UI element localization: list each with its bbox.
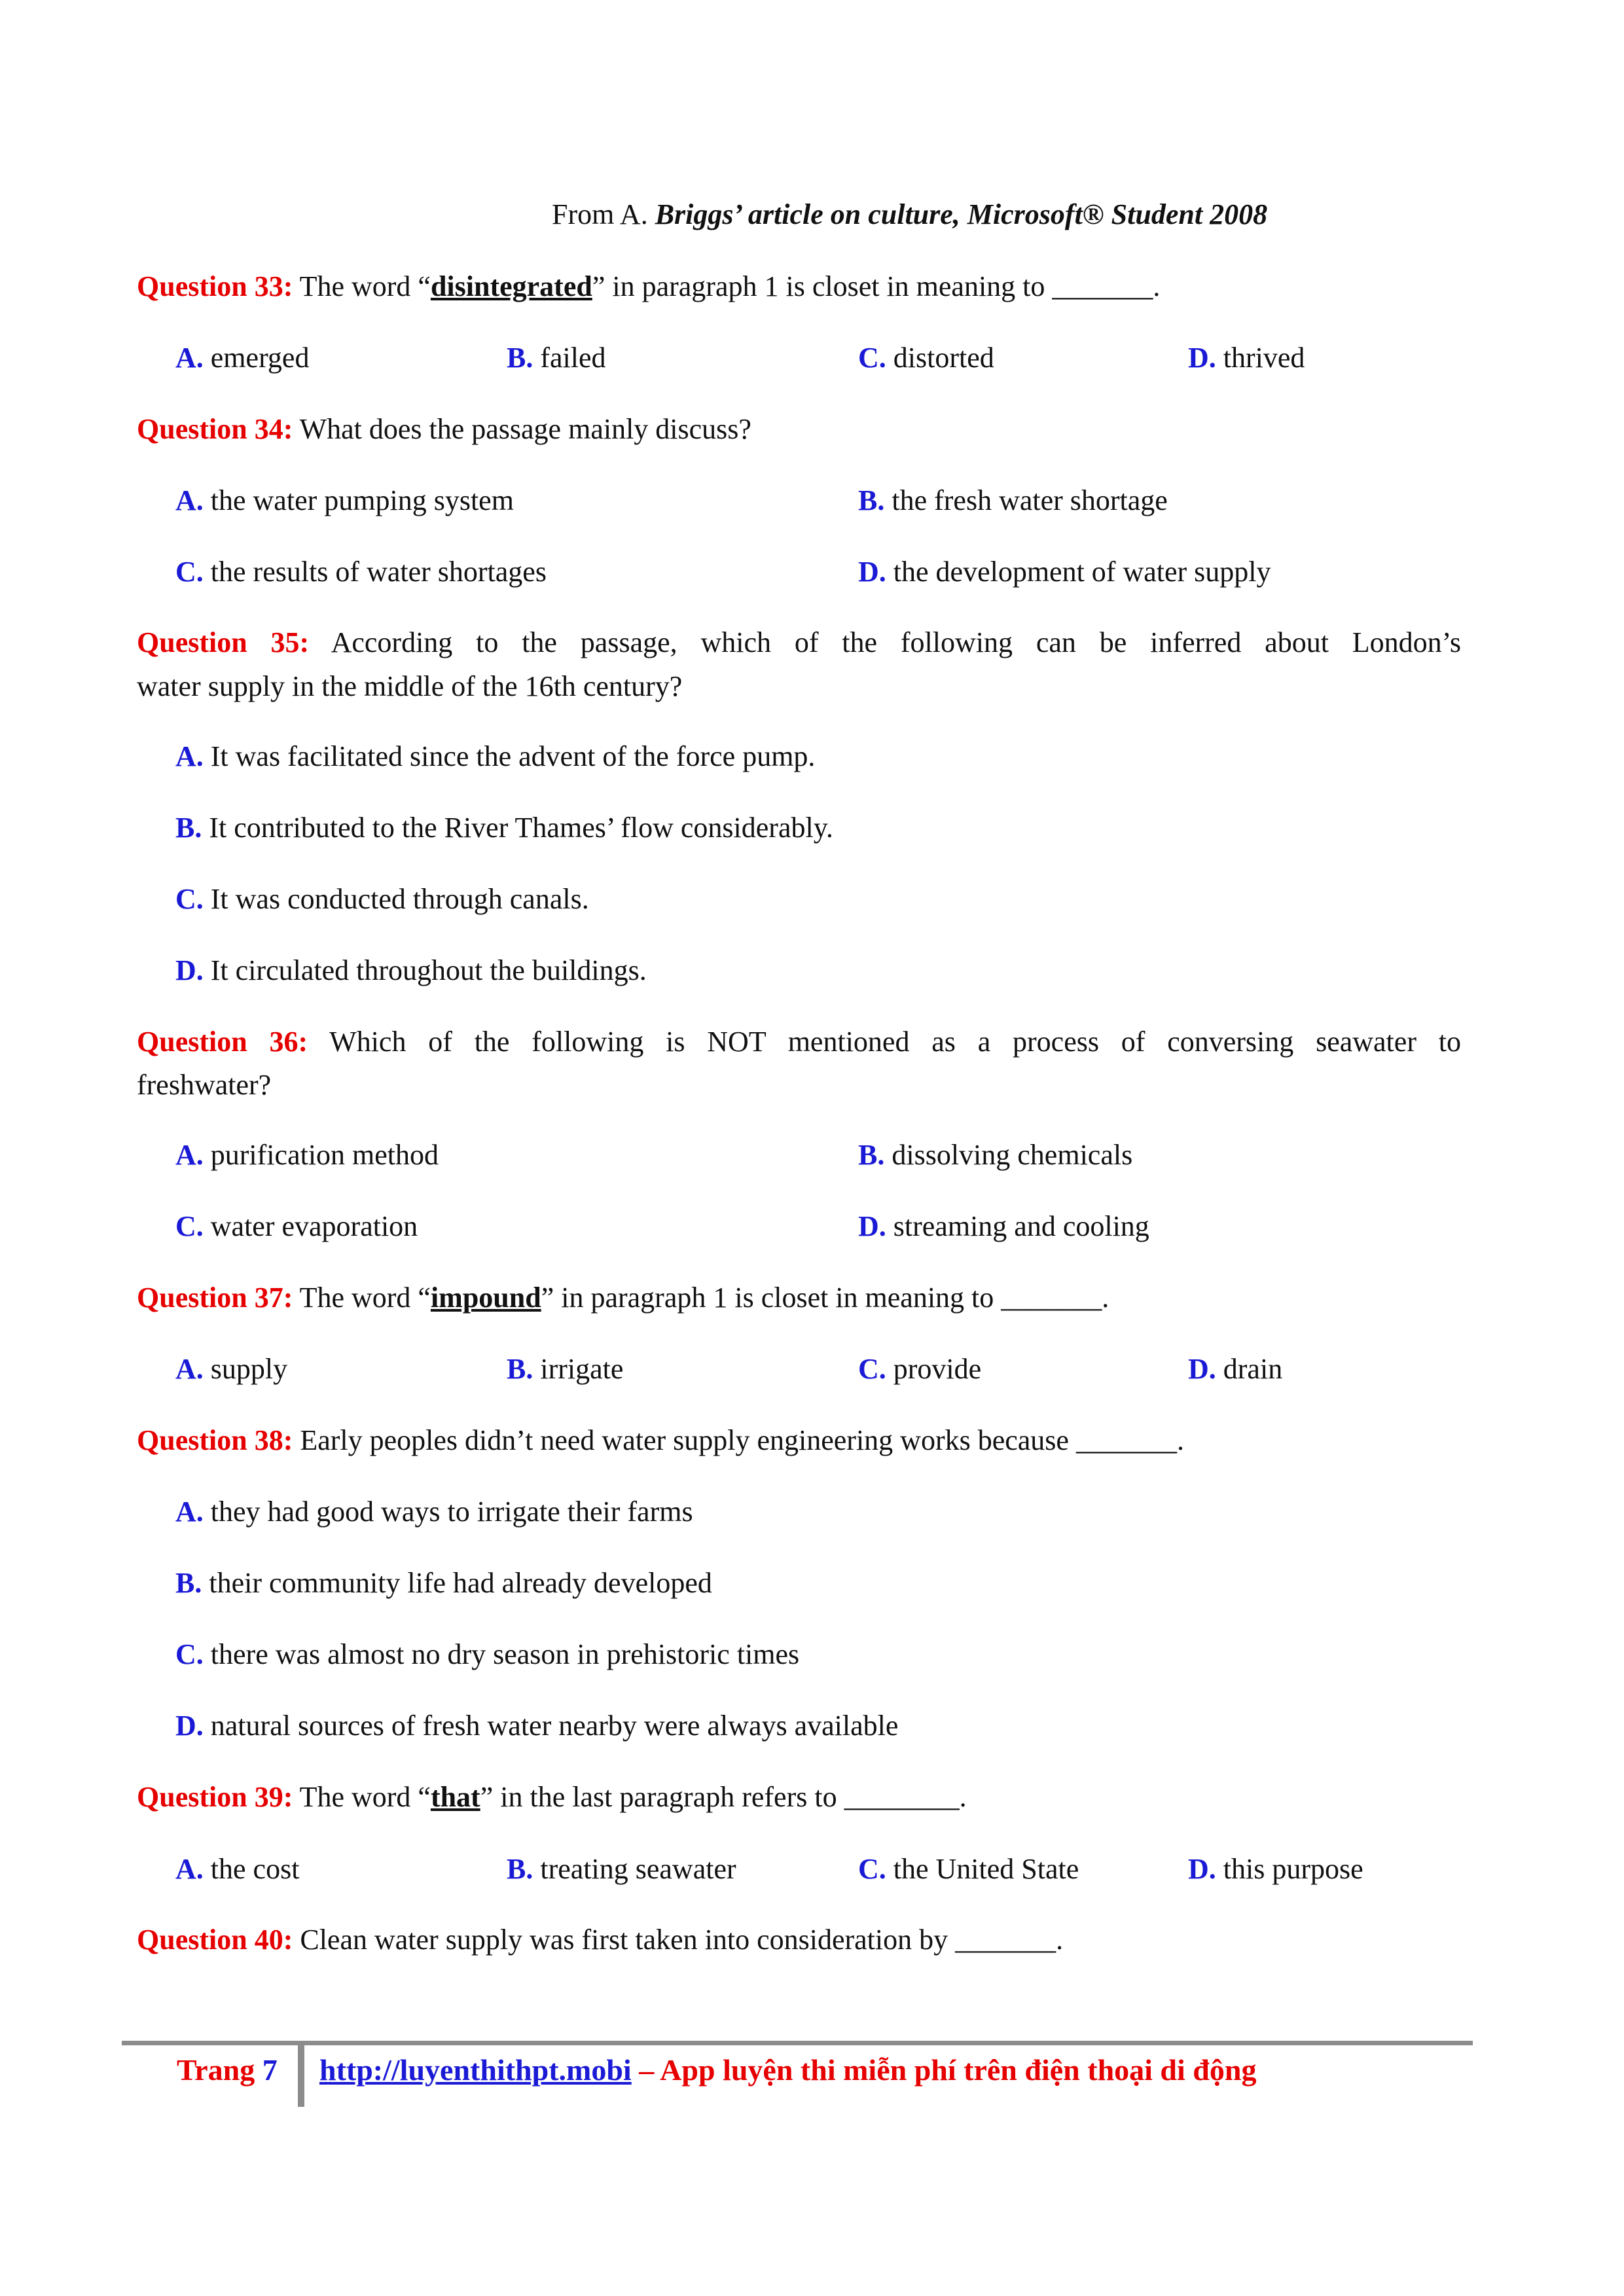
option-letter: C. <box>175 1210 204 1242</box>
option-34-b[interactable] <box>858 482 1168 519</box>
option-letter: B. <box>507 1353 533 1385</box>
option-39-a[interactable] <box>175 1851 299 1888</box>
option-34-d[interactable] <box>858 554 1271 590</box>
option-39-b[interactable] <box>507 1851 736 1888</box>
question-label: Question 34: <box>137 413 293 445</box>
option-36-d[interactable] <box>858 1208 1149 1245</box>
option-text: their community life had already developed <box>202 1567 712 1599</box>
footer-tagline: – App luyện thi miễn phí trên điện thoại di động <box>631 2053 1257 2087</box>
question-34 <box>137 411 751 448</box>
option-letter: B. <box>507 1853 533 1885</box>
option-text: It contributed to the River Thames’ flow considerably. <box>202 812 833 844</box>
option-38-d[interactable] <box>175 1708 898 1744</box>
option-letter: A. <box>175 1139 204 1171</box>
option-letter: C. <box>858 1853 886 1885</box>
option-text: failed <box>533 342 606 374</box>
question-label: Question 39: <box>137 1781 293 1813</box>
question-text: ” in paragraph 1 is closet in meaning to _______. <box>541 1282 1110 1314</box>
option-text: distorted <box>886 342 994 374</box>
option-text: the fresh water shortage <box>884 484 1168 516</box>
option-letter: D. <box>1188 1353 1216 1385</box>
option-text: It was conducted through canals. <box>203 883 589 915</box>
option-letter: A. <box>175 484 204 516</box>
option-text: thrived <box>1216 342 1305 374</box>
page-word: Trang <box>177 2053 262 2087</box>
question-label: Question 38: <box>137 1424 293 1456</box>
option-letter: A. <box>175 1353 204 1385</box>
question-35-line-1 <box>137 624 1461 661</box>
option-text: streaming and cooling <box>886 1210 1149 1242</box>
option-letter: B. <box>507 342 533 374</box>
option-text: irrigate <box>533 1353 624 1385</box>
question-text: Clean water supply was first taken into consideration by _______. <box>293 1924 1064 1956</box>
source-prefix: From A. <box>552 198 655 230</box>
option-34-a[interactable] <box>175 482 514 519</box>
option-text: the cost <box>203 1853 300 1885</box>
option-text: dissolving chemicals <box>884 1139 1133 1171</box>
question-35-line-2: water supply in the middle of the 16th century? <box>137 670 683 702</box>
option-38-b[interactable] <box>175 1565 712 1602</box>
option-text: water evaporation <box>203 1210 418 1242</box>
option-text: It circulated throughout the buildings. <box>203 954 647 986</box>
footer-text <box>319 2051 1256 2089</box>
option-34-c[interactable] <box>175 554 547 590</box>
option-letter: A. <box>175 342 204 374</box>
option-text: there was almost no dry season in prehistoric times <box>203 1638 800 1670</box>
question-33 <box>137 268 1160 305</box>
footer-link[interactable]: http://luyenthithpt.mobi <box>319 2053 632 2087</box>
question-37 <box>137 1280 1109 1316</box>
question-text: The word “ <box>293 270 431 302</box>
option-letter: C. <box>175 883 204 915</box>
question-text: The word “ <box>293 1282 431 1314</box>
option-text: the results of water shortages <box>203 556 547 588</box>
option-38-c[interactable] <box>175 1636 799 1673</box>
keyword: impound <box>430 1282 541 1314</box>
option-letter: D. <box>1188 1853 1216 1885</box>
option-letter: A. <box>175 1853 204 1885</box>
question-text: What does the passage mainly discuss? <box>293 413 751 445</box>
option-text: drain <box>1216 1353 1283 1385</box>
question-label: Question 37: <box>137 1282 293 1314</box>
option-text: emerged <box>203 342 310 374</box>
option-text: the water pumping system <box>203 484 514 516</box>
page-number <box>177 2051 278 2089</box>
question-label: Question 36: <box>137 1026 308 1058</box>
option-letter: D. <box>175 954 204 986</box>
option-36-c[interactable] <box>175 1208 418 1245</box>
question-text: According to the passage, which of the following can be inferred about London’s <box>309 626 1461 658</box>
question-text: ” in the last paragraph refers to ________. <box>480 1781 967 1813</box>
question-38 <box>137 1422 1184 1459</box>
option-33-b[interactable] <box>507 340 606 376</box>
option-text: natural sources of fresh water nearby were always available <box>203 1710 899 1742</box>
option-letter: B. <box>175 812 202 844</box>
option-39-c[interactable] <box>858 1851 1079 1888</box>
option-letter: A. <box>175 1496 204 1528</box>
keyword: that <box>430 1781 480 1813</box>
option-36-b[interactable] <box>858 1137 1132 1174</box>
option-letter: D. <box>858 556 886 588</box>
option-37-d[interactable] <box>1188 1351 1282 1388</box>
page-number-value: 7 <box>262 2053 278 2087</box>
source-title: Briggs’ article on culture, Microsoft® Student 2008 <box>655 198 1268 230</box>
option-text: purification method <box>203 1139 439 1171</box>
option-letter: C. <box>175 1638 204 1670</box>
question-text: Which of the following is NOT mentioned as a process of conversing seawater to <box>308 1026 1461 1058</box>
question-text: The word “ <box>293 1781 431 1813</box>
keyword: disintegrated <box>430 270 592 302</box>
option-35-b[interactable] <box>175 810 833 846</box>
option-35-c[interactable] <box>175 881 589 918</box>
option-letter: C. <box>858 1353 886 1385</box>
option-39-d[interactable] <box>1188 1851 1363 1888</box>
option-letter: D. <box>858 1210 886 1242</box>
option-letter: B. <box>858 1139 885 1171</box>
option-letter: B. <box>175 1567 202 1599</box>
option-36-a[interactable] <box>175 1137 439 1174</box>
option-33-c[interactable] <box>858 340 994 376</box>
option-33-a[interactable] <box>175 340 309 376</box>
question-36-line-2: freshwater? <box>137 1069 272 1101</box>
option-text: the United State <box>886 1853 1079 1885</box>
question-label: Question 33: <box>137 270 293 302</box>
question-40 <box>137 1922 1063 1958</box>
option-text: It was facilitated since the advent of the force pump. <box>203 740 816 772</box>
option-37-b[interactable] <box>507 1351 623 1388</box>
option-letter: C. <box>858 342 886 374</box>
option-letter: C. <box>175 556 204 588</box>
question-39 <box>137 1779 967 1816</box>
option-letter: B. <box>858 484 885 516</box>
question-36-line-1 <box>137 1024 1461 1060</box>
question-text: Early peoples didn’t need water supply engineering works because _______. <box>293 1424 1184 1456</box>
option-37-c[interactable] <box>858 1351 981 1388</box>
option-letter: A. <box>175 740 204 772</box>
option-33-d[interactable] <box>1188 340 1305 376</box>
footer-separator <box>298 2044 304 2107</box>
question-text: ” in paragraph 1 is closet in meaning to _______. <box>592 270 1161 302</box>
option-text: this purpose <box>1216 1853 1363 1885</box>
option-text: the development of water supply <box>886 556 1271 588</box>
option-38-a[interactable] <box>175 1494 693 1530</box>
source-citation <box>552 196 1267 233</box>
option-text: supply <box>203 1353 288 1385</box>
question-label: Question 35: <box>137 626 310 658</box>
option-letter: D. <box>175 1710 204 1742</box>
option-35-d[interactable] <box>175 952 647 989</box>
option-35-a[interactable] <box>175 738 815 775</box>
option-letter: D. <box>1188 342 1216 374</box>
option-text: treating seawater <box>533 1853 736 1885</box>
footer-divider <box>122 2041 1473 2045</box>
option-text: provide <box>886 1353 982 1385</box>
option-text: they had good ways to irrigate their farms <box>203 1496 693 1528</box>
question-label: Question 40: <box>137 1924 293 1956</box>
option-37-a[interactable] <box>175 1351 287 1388</box>
